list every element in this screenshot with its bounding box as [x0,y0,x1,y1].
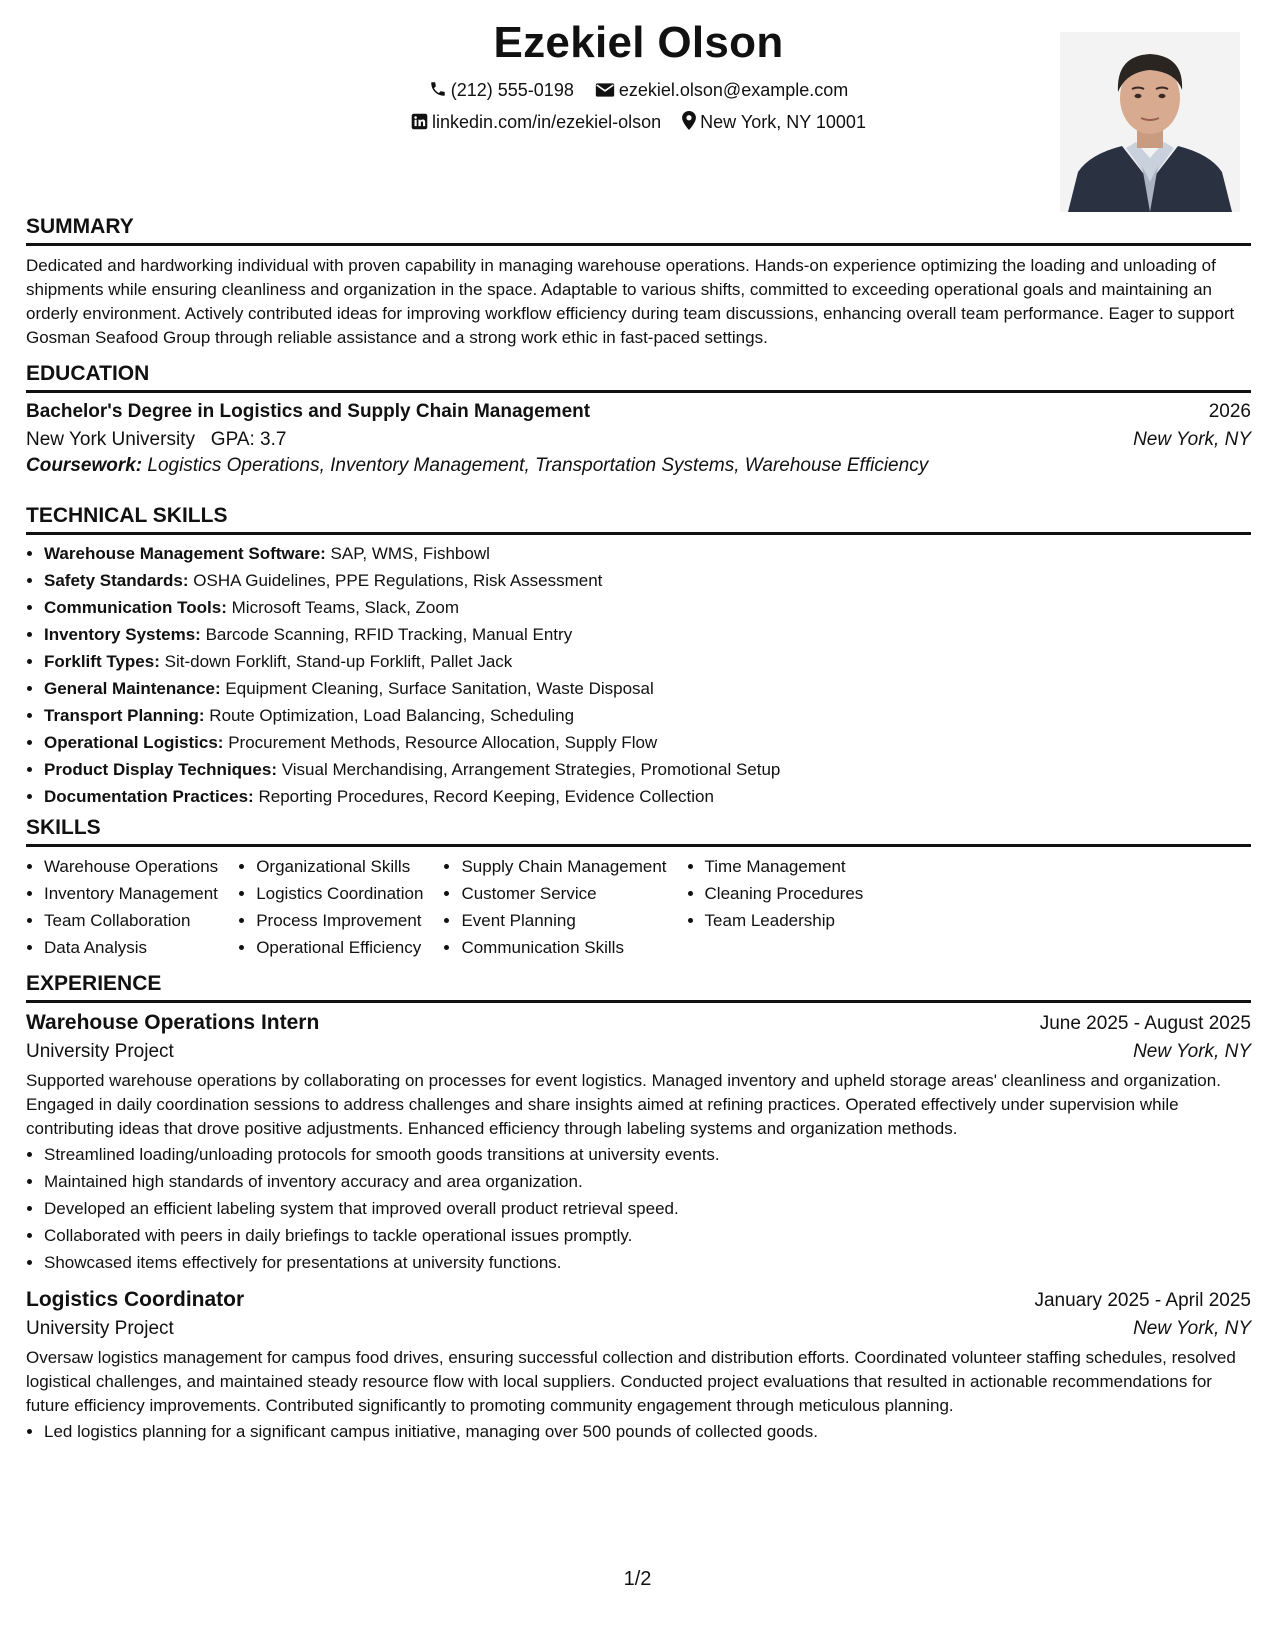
education-row-1 [26,401,1251,423]
tech-skill-value: OSHA Guidelines, PPE Regulations, Risk Assessment [193,571,603,590]
job-header [26,1288,1251,1312]
skill-item: • Process Improvement [256,907,423,934]
tech-skill-label: Product Display Techniques: [44,760,278,779]
email-item[interactable] [595,80,848,103]
tech-skill-item [44,540,1251,567]
skill-item: • Supply Chain Management [461,853,666,880]
skills-column [238,853,423,961]
coursework-line [26,455,1251,477]
location-text: New York, NY 10001 [700,112,866,132]
map-pin-icon [682,111,696,135]
job-location: New York, NY [1133,1041,1251,1062]
skills-section [26,816,1251,961]
technical-skills-list [26,540,1251,810]
tech-skill-label: Safety Standards: [44,571,189,590]
summary-text: Dedicated and hardworking individual with proven capability in managing warehouse operations. Hands-on experience optimizing the loading and unloading of shipments while ensuring cleanliness and organization in the space. Adaptable to various shifts, committed to exceeding operational goals and maintaining an orderly environment. Actively contributed ideas for improving workflow efficiency during team discussions, enhancing overall team performance. Eager to support Gosman Seafood Group through reliable assistance and a strong work ethic in fast-paced settings. [26,256,1235,347]
tech-skill-label: Inventory Systems: [44,625,201,644]
tech-skill-item [44,756,1251,783]
coursework-label: Coursework: [26,455,143,476]
tech-skill-item [44,594,1251,621]
skill-item: • Team Leadership [705,907,864,934]
job-bullet: • Led logistics planning for a significant campus initiative, managing over 500 pounds of collected goods. [44,1418,1251,1445]
skill-item: • Team Collaboration [44,907,218,934]
education-heading: EDUCATION [26,362,1251,393]
resume-page [26,0,1251,1441]
job-subheader [26,1041,1251,1063]
phone-text: (212) 555-0198 [450,80,574,100]
linkedin-text[interactable]: linkedin.com/in/ezekiel-olson [432,112,662,132]
job-subheader [26,1318,1251,1340]
tech-skill-label: General Maintenance: [44,679,221,698]
skill-item: • Event Planning [461,907,666,934]
tech-skill-item [44,675,1251,702]
education-row-2 [26,429,1251,451]
tech-skill-value: Equipment Cleaning, Surface Sanitation, Waste Disposal [225,679,654,698]
tech-skill-value: Route Optimization, Load Balancing, Scheduling [209,706,575,725]
job-dates: June 2025 - August 2025 [1039,1013,1251,1034]
skill-item: • Customer Service [461,880,666,907]
tech-skill-item [44,648,1251,675]
job-bullet: • Showcased items effectively for presentations at university functions. [44,1249,1251,1276]
experience-heading: EXPERIENCE [26,972,1251,1003]
tech-skill-value: Procurement Methods, Resource Allocation, Supply Flow [228,733,658,752]
skill-item: • Data Analysis [44,934,218,961]
job-bullet: • Collaborated with peers in daily briefings to tackle operational issues promptly. [44,1222,1251,1249]
school-gpa: New York University GPA: 3.7 [26,429,287,450]
job-header [26,1011,1251,1035]
summary-section [26,215,1251,350]
tech-skill-label: Forklift Types: [44,652,160,671]
technical-skills-heading: TECHNICAL SKILLS [26,504,1251,535]
tech-skill-value: Barcode Scanning, RFID Tracking, Manual Entry [205,625,573,644]
coursework-list: Logistics Operations, Inventory Management, Transportation Systems, Warehouse Efficiency [147,455,929,476]
tech-skill-label: Documentation Practices: [44,787,254,806]
linkedin-item[interactable] [411,112,661,135]
skills-column [443,853,666,961]
job-entry [26,1288,1251,1445]
envelope-icon [595,82,615,103]
location-item [682,111,866,135]
phone-icon [429,80,447,103]
degree: Bachelor's Degree in Logistics and Supply Chain Management [26,401,591,422]
phone-item [429,80,574,103]
school-location: New York, NY [1133,429,1251,450]
tech-skill-item [44,567,1251,594]
job-bullets [26,1418,1251,1445]
job-bullet: • Developed an efficient labeling system that improved overall product retrieval speed. [44,1195,1251,1222]
graduation-year: 2026 [1208,401,1251,422]
job-description: Supported warehouse operations by collaborating on processes for event logistics. Managed inventory and upheld storage areas' cleanliness and organization. Engaged in daily coordination sessions to address challenges and share insights aimed at refining practices. Operated effectively under supervision while contributing ideas that drove positive adjustments. Enhanced efficiency through labeling systems and organization methods. [26,1071,1221,1138]
job-bullets [26,1141,1251,1276]
tech-skill-label: Warehouse Management Software: [44,544,326,563]
candidate-name: Ezekiel Olson [493,18,784,67]
job-entry [26,1011,1251,1276]
experience-section [26,972,1251,1445]
job-organization: University Project [26,1041,174,1062]
job-bullet: • Streamlined loading/unloading protocols for smooth goods transitions at university events. [44,1141,1251,1168]
skills-column [687,853,864,961]
page-number: 1/2 [623,1568,652,1590]
job-description: Oversaw logistics management for campus food drives, ensuring successful collection and distribution efforts. Coordinated volunteer staffing schedules, resolved logistical challenges, and maintained steady resource flow with local suppliers. Conducted project evaluations that resulted in actionable recommendations for future efficiency improvements. Contributed significantly to promoting community engagement through meticulous planning. [26,1348,1236,1415]
tech-skill-label: Communication Tools: [44,598,227,617]
job-title: Warehouse Operations Intern [26,1011,320,1034]
skill-item: • Inventory Management [44,880,218,907]
tech-skill-value: Visual Merchandising, Arrangement Strategies, Promotional Setup [281,760,781,779]
tech-skill-item [44,702,1251,729]
skills-column [26,853,218,961]
tech-skill-item [44,729,1251,756]
job-bullet: • Maintained high standards of inventory accuracy and area organization. [44,1168,1251,1195]
skill-item: • Organizational Skills [256,853,423,880]
job-organization: University Project [26,1318,174,1339]
skill-item: • Logistics Coordination [256,880,423,907]
tech-skill-item [44,783,1251,810]
skill-item: • Time Management [705,853,864,880]
tech-skill-label: Operational Logistics: [44,733,224,752]
tech-skill-label: Transport Planning: [44,706,205,725]
linkedin-icon [411,113,428,135]
education-section [26,362,1251,477]
summary-heading: SUMMARY [26,215,1251,246]
job-location: New York, NY [1133,1318,1251,1339]
resume-header [26,0,1251,210]
skill-item: • Communication Skills [461,934,666,961]
email-text[interactable]: ezekiel.olson@example.com [618,80,849,100]
skill-item: • Cleaning Procedures [705,880,864,907]
job-title: Logistics Coordinator [26,1288,245,1311]
tech-skill-value: Microsoft Teams, Slack, Zoom [231,598,459,617]
tech-skill-value: SAP, WMS, Fishbowl [330,544,490,563]
job-dates: January 2025 - April 2025 [1034,1290,1251,1311]
skills-grid [26,853,1251,961]
tech-skill-value: Sit-down Forklift, Stand-up Forklift, Pallet Jack [164,652,513,671]
skill-item: • Warehouse Operations [44,853,218,880]
tech-skill-item [44,621,1251,648]
skills-heading: SKILLS [26,816,1251,847]
profile-photo [1060,32,1240,212]
skill-item: • Operational Efficiency [256,934,423,961]
technical-skills-section [26,504,1251,810]
tech-skill-value: Reporting Procedures, Record Keeping, Evidence Collection [258,787,714,806]
